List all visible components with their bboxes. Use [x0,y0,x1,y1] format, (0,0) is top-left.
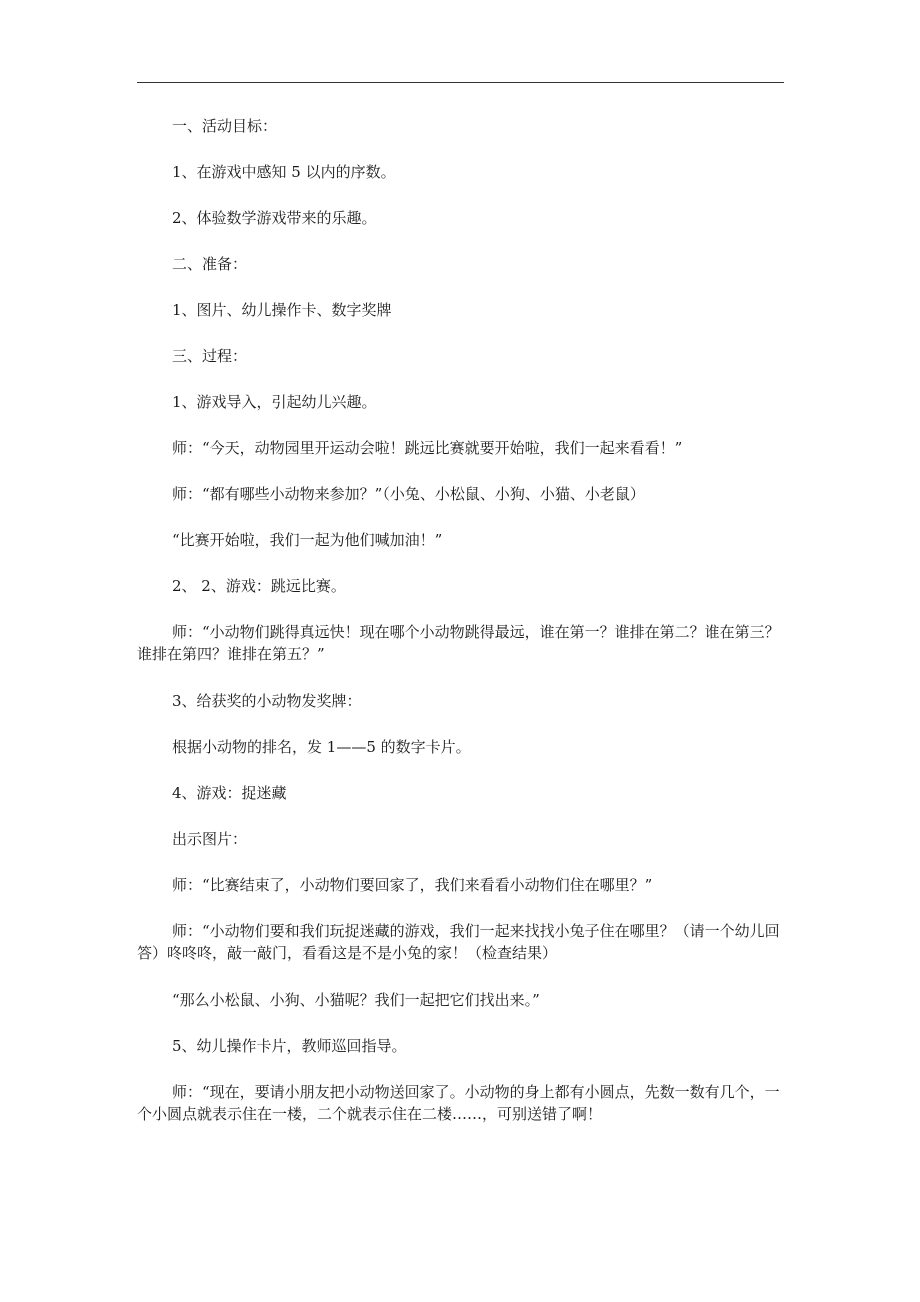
section-heading-preparation: 二、准备： [172,255,248,273]
dialogue-line: “那么小松鼠、小狗、小猫呢？我们一起把它们找出来。” [172,991,540,1009]
section-heading-goals: 一、活动目标： [172,117,278,135]
teacher-dialogue: 师：“今天，动物园里开运动会啦！跳远比赛就要开始啦，我们一起来看看！” [172,439,683,457]
process-step-5: 5、幼儿操作卡片，教师巡回指导。 [172,1037,407,1055]
teacher-dialogue: 师：“都有哪些小动物来参加？”（小兔、小松鼠、小狗、小猫、小老鼠） [172,485,645,503]
header-rule [137,82,784,83]
instruction-line: 根据小动物的排名，发 1——5 的数字卡片。 [172,738,471,756]
teacher-dialogue: 师：“现在，要请小朋友把小动物送回家了。小动物的身上都有小圆点，先数一数有几个，一个小圆点就表示住在一楼，二个就表示住在二楼……，可别送错了啊！ [137,1083,780,1123]
process-step-4: 4、游戏：捉迷藏 [172,784,287,802]
process-step-2: 2、 2、游戏：跳远比赛。 [172,577,346,595]
dialogue-line: “比赛开始啦，我们一起为他们喊加油！” [172,531,443,549]
teacher-dialogue: 师：“小动物们跳得真远快！现在哪个小动物跳得最远，谁在第一？谁排在第二？谁在第三？谁排在第四？谁排在第五？” [137,623,780,663]
process-step-3: 3、给获奖的小动物发奖牌： [172,692,362,710]
teacher-dialogue: 师：“比赛结束了，小动物们要回家了，我们来看看小动物们住在哪里？” [172,876,653,894]
goal-item-2: 2、体验数学游戏带来的乐趣。 [172,209,377,227]
goal-item-1: 1、在游戏中感知 5 以内的序数。 [172,163,396,181]
section-heading-process: 三、过程： [172,347,248,365]
preparation-item-1: 1、图片、幼儿操作卡、数字奖牌 [172,301,392,319]
process-step-1: 1、游戏导入，引起幼儿兴趣。 [172,393,377,411]
teacher-dialogue: 师：“小动物们要和我们玩捉迷藏的游戏，我们一起来找找小兔子住在哪里？（请一个幼儿回答）咚咚咚，敲一敲门，看看这是不是小兔的家！（检查结果） [137,922,780,962]
instruction-line: 出示图片： [172,830,248,848]
